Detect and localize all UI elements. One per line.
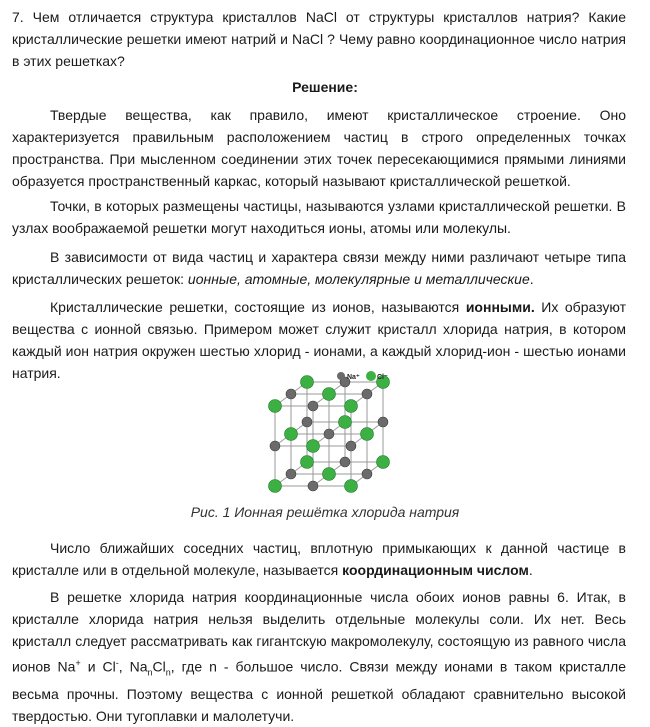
chloride-ion	[345, 400, 358, 413]
sodium-ion	[286, 389, 296, 399]
sodium-ion	[324, 429, 334, 439]
paragraph-coordination-number: Число ближайших соседних частиц, вплотную примыкающих к данной частице в кристалле или в отдельной молекуле, называется координационным числом.	[12, 540, 626, 578]
term-ionic: ионными.	[465, 299, 535, 315]
sodium-ion	[308, 481, 318, 491]
figure-caption: Рис. 1 Ионная решётка хлорида натрия	[190, 504, 460, 520]
paragraph-ionic-lattice: Кристаллические решетки, состоящие из ионов, называются ионными. Их образуют вещества с ионной связью. Примером может служит кристалл хлорида натрия, в котором каждый ион натрия окружен шестью хлорид - ионами, а каждый хлорид-ион - шестью ионами натрия.	[12, 299, 626, 381]
sodium-ion	[308, 401, 318, 411]
chloride-ion	[285, 428, 298, 441]
paragraph-lattice-nodes: Точки, в которых размещены частицы, называются узлами кристаллической решетки. В узлах воображаемой решетки могут находиться ионы, атомы или молекулы.	[12, 198, 626, 236]
chloride-ion	[339, 416, 352, 429]
paragraph-lattice-types: В зависимости от вида частиц и характера связи между ними различают четыре типа кристаллических решеток: ионные, атомные, молекулярные и металлические.	[12, 249, 626, 287]
chloride-ion	[323, 468, 336, 481]
sodium-ion	[362, 389, 372, 399]
sodium-ion	[346, 441, 356, 451]
chloride-ion-label: Cl⁻	[377, 374, 388, 381]
chloride-ion	[307, 440, 320, 453]
chloride-ion	[361, 428, 374, 441]
question-text: 7. Чем отличается структура кристаллов NaCl от структуры кристаллов натрия? Какие кристаллические решетки имеют натрий и NaCl ? Чему равно координационное число натрия в этих решетках?	[12, 9, 626, 69]
chloride-ion	[301, 376, 314, 389]
sodium-ion	[286, 469, 296, 479]
sodium-legend-marker	[337, 372, 345, 380]
paragraph-crystal-structure: Твердые вещества, как правило, имеют кристаллическое строение. Оно характеризуется правильным расположением частиц в строго определенных точках пространства. При мысленном соединении этих точек пересекающимися прямыми линиями образуется пространственный каркас, который называют кристаллической решеткой.	[12, 107, 626, 189]
chloride-ion	[269, 400, 282, 413]
chloride-legend-marker	[366, 371, 376, 381]
paragraph-nacl-macromolecule: В решетке хлорида натрия координационные числа обоих ионов равны 6. Итак, в кристалле хлорида натрия нельзя выделить отдельные молекулы соли. Их нет. Весь кристалл следует рассматривать как гигантскую макромолекулу, состоящую из равного числа ионов Na+ и Cl-, $Na_nCl_n$, где n - большое число. Связи между ионами в таком кристалле весьма прочны. Поэтому вещества с ионной решеткой обладают сравнительно высокой твердостью. Они тугоплавки и малолетучи.	[12, 589, 626, 725]
chloride-ion	[377, 456, 390, 469]
sodium-ion	[270, 441, 280, 451]
sodium-ion	[362, 469, 372, 479]
solution-heading: Решение:	[292, 79, 358, 95]
nacl-lattice-figure	[255, 368, 400, 498]
chloride-ion	[323, 388, 336, 401]
lattice-types-list: ионные, атомные, молекулярные и металлические	[187, 271, 530, 287]
sodium-ion	[340, 457, 350, 467]
chloride-ion	[301, 456, 314, 469]
sodium-ion-label: Na⁺	[347, 374, 360, 381]
chloride-ion	[345, 480, 358, 493]
chloride-ion	[269, 480, 282, 493]
nacl-lattice-diagram	[255, 368, 400, 498]
sodium-ion	[302, 417, 312, 427]
term-coordination-number: координационным числом	[342, 562, 529, 578]
sodium-ion	[378, 417, 388, 427]
